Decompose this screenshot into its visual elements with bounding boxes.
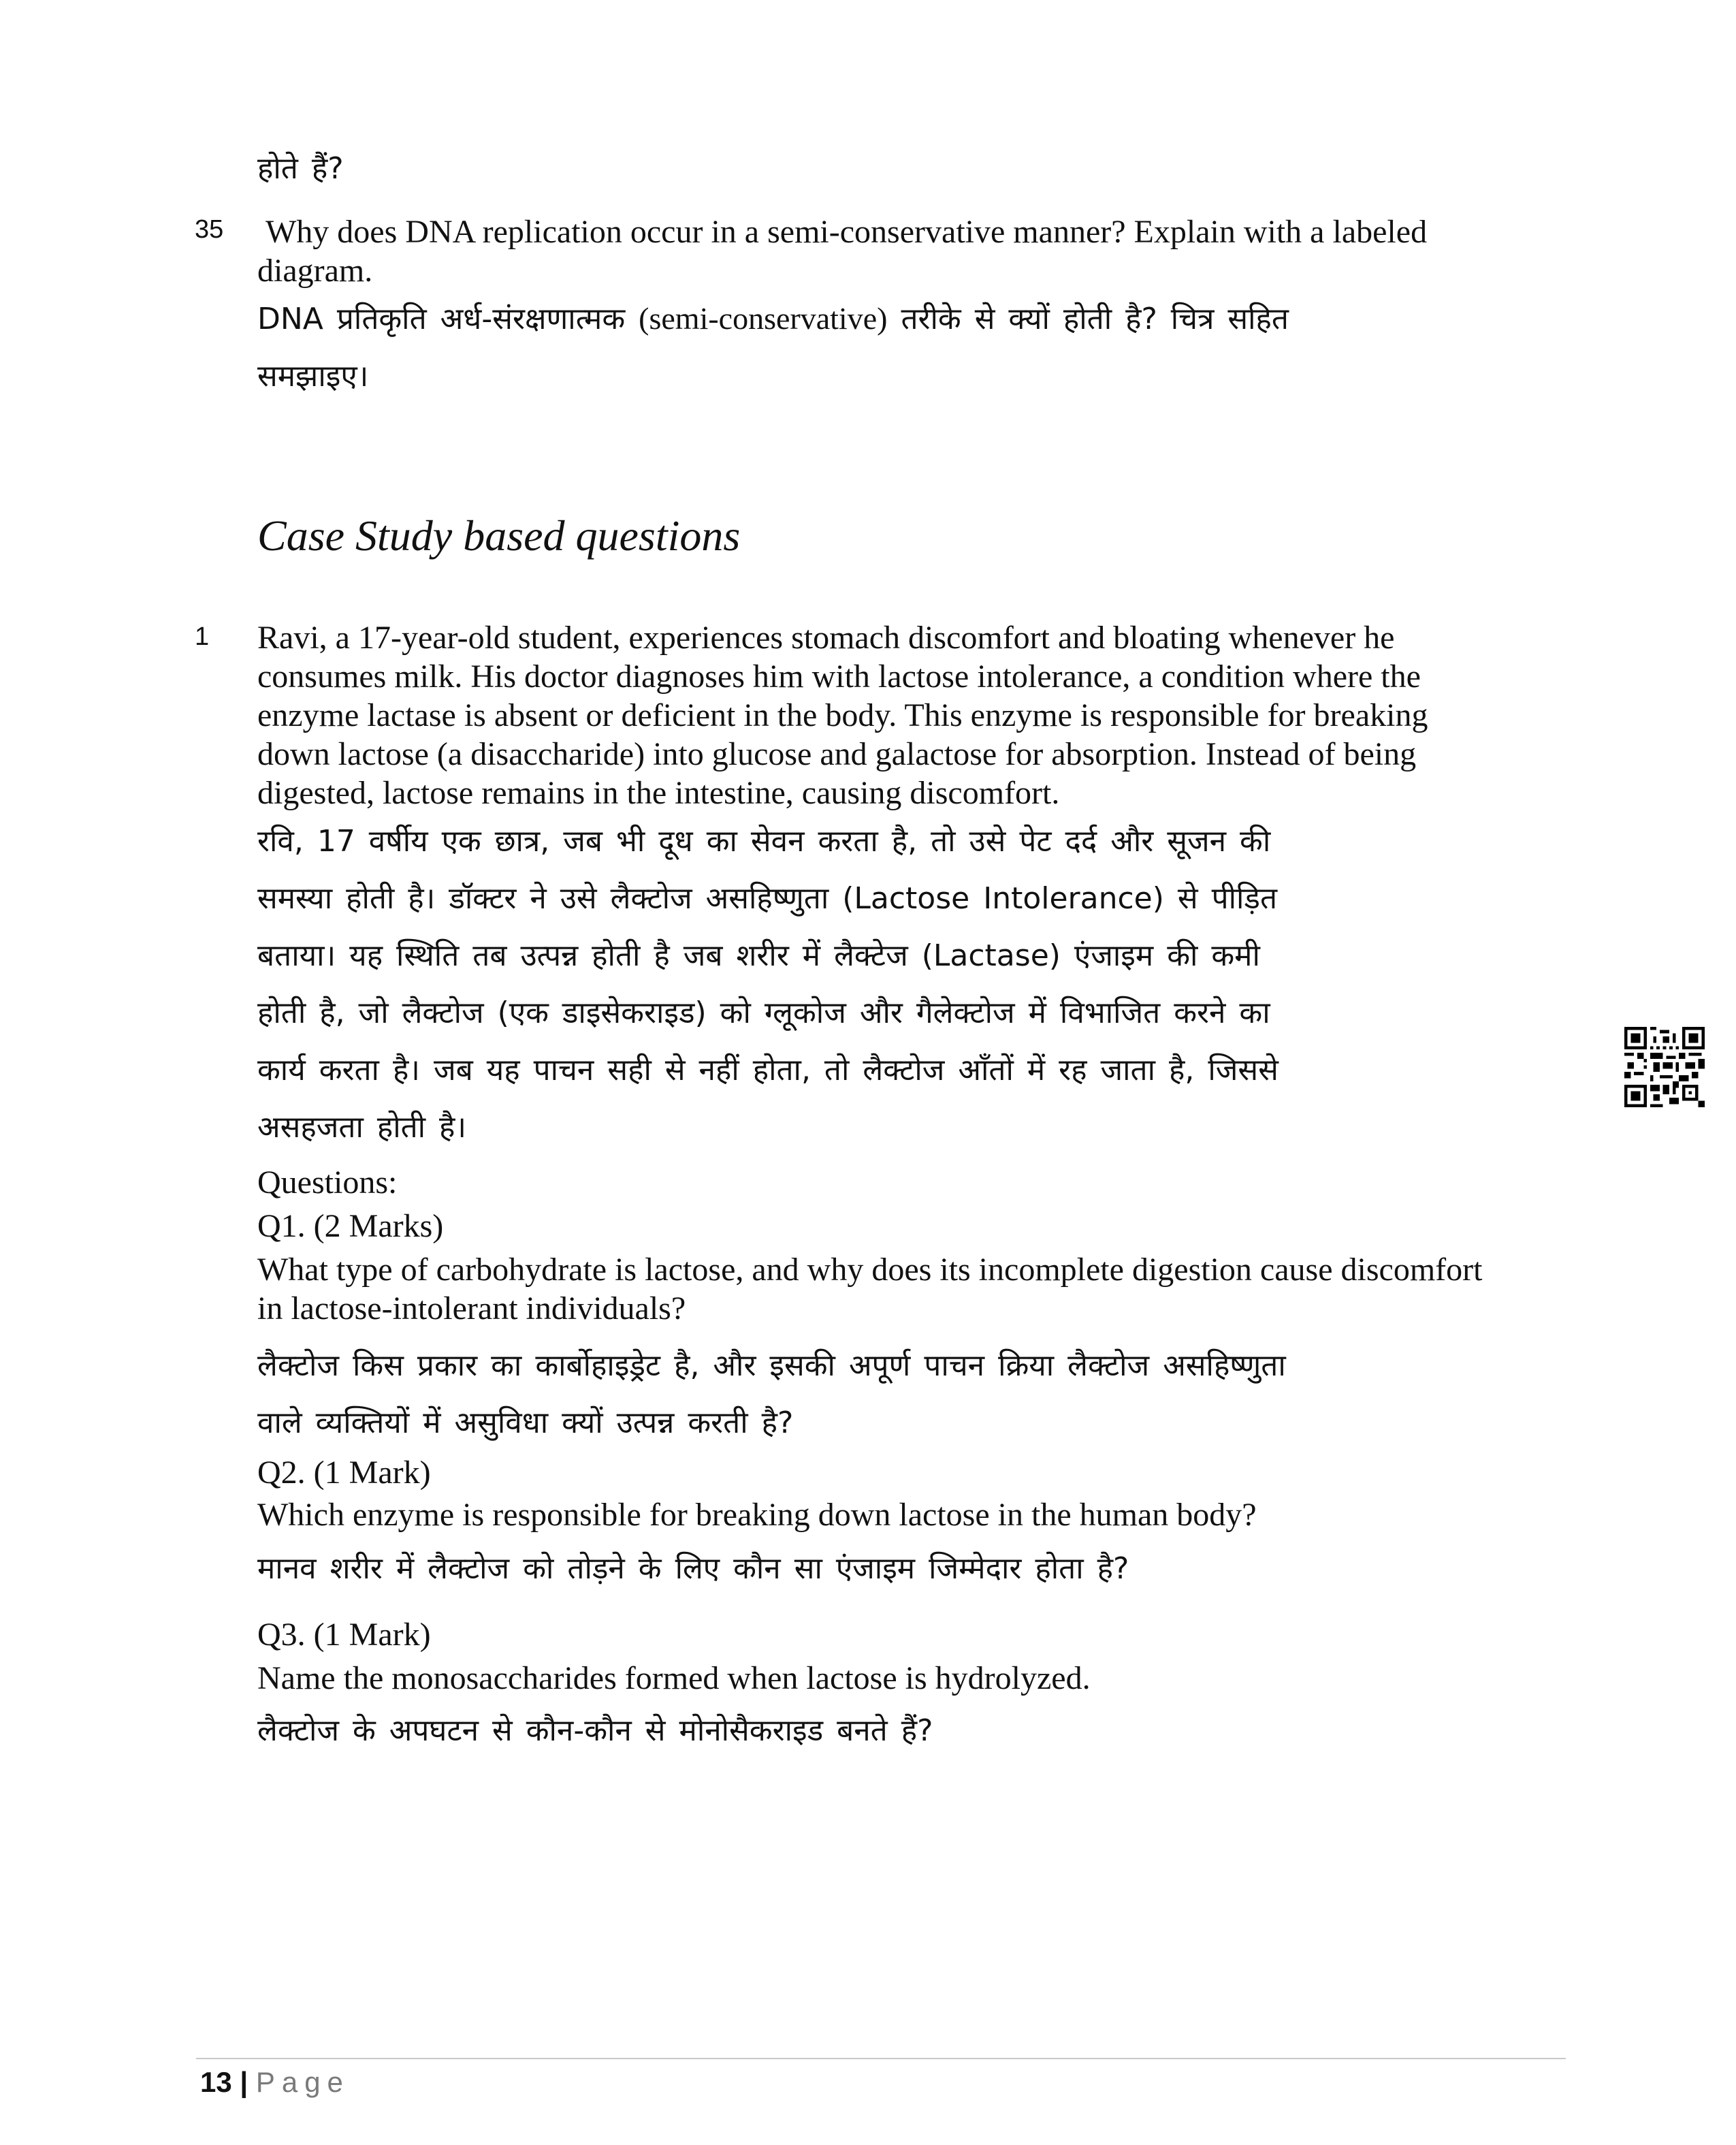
section-heading: Case Study based questions — [257, 511, 741, 560]
questions-label: Questions: — [257, 1164, 398, 1201]
q35-hi-line-1-english: (semi-conservative) — [639, 301, 888, 336]
q3-hindi-text: लैक्टोज के अपघटन से कौन-कौन से मोनोसैकराइड बनते हैं? — [257, 1713, 933, 1748]
case1-hi-line-1: रवि, 17 वर्षीय एक छात्र, जब भी दूध का सेवन करता है, तो उसे पेट दर्द और सूजन की — [257, 824, 1271, 859]
case1-en-line-1: Ravi, a 17-year-old student, experiences stomach discomfort and bloating whenever he — [257, 620, 1395, 656]
q1-hi-line-1: लैक्टोज किस प्रकार का कार्बोहाइड्रेट है, और इसकी अपूर्ण पाचन क्रिया लैक्टोज असहिष्णुता — [257, 1348, 1286, 1383]
q1-hindi-text — [257, 1337, 1286, 1452]
q35-hi-line-1-part-b: तरीके से क्यों होती है? चित्र सहित — [887, 302, 1289, 336]
page-footer — [200, 2066, 350, 2099]
case1-hi-line-5: कार्य करता है। जब यह पाचन सही से नहीं होता, तो लैक्टोज आँतों में रह जाता है, जिससे — [257, 1053, 1279, 1087]
case-study-number-1: 1 — [195, 622, 210, 651]
q35-hi-line-1 — [257, 290, 1289, 348]
prev-question-tail: होते हैं? — [257, 151, 344, 186]
q2-hindi-text: मानव शरीर में लैक्टोज को तोड़ने के लिए कौन सा एंजाइम जिम्मेदार होता है? — [257, 1551, 1129, 1586]
q3-english-text: Name the monosaccharides formed when lactose is hydrolyzed. — [257, 1660, 1091, 1696]
q35-english-text — [257, 212, 1428, 290]
q35-hindi-text — [257, 290, 1289, 405]
q35-en-line-2: diagram. — [257, 253, 373, 289]
q1-en-line-1: What type of carbohydrate is lactose, and why does its incomplete digestion cause discomfort — [257, 1252, 1483, 1288]
case1-hi-line-2: समस्या होती है। डॉक्टर ने उसे लैक्टोज असहिष्णुता (Lactose Intolerance) से पीड़ित — [257, 881, 1278, 916]
case1-hi-line-4: होती है, जो लैक्टोज (एक डाइसेकराइड) को ग्लूकोज और गैलेक्टोज में विभाजित करने का — [257, 996, 1270, 1030]
case1-en-line-3: enzyme lactase is absent or deficient in the body. This enzyme is responsible for breaking — [257, 697, 1428, 733]
case1-en-line-2: consumes milk. His doctor diagnoses him with lactose intolerance, a condition where the — [257, 658, 1421, 695]
case1-hi-line-3: बताया। यह स्थिति तब उत्पन्न होती है जब शरीर में लैक्टेज (Lactase) एंजाइम की कमी — [257, 938, 1260, 973]
footer-divider — [196, 2058, 1566, 2059]
q1-english-text — [257, 1250, 1482, 1328]
case1-hindi-passage — [257, 813, 1279, 1156]
case1-en-line-4: down lactose (a disaccharide) into glucose and galactose for absorption. Instead of being — [257, 736, 1417, 772]
case1-english-passage — [257, 618, 1428, 812]
case1-hi-line-6: असहजता होती है। — [257, 1110, 467, 1145]
q3-marks: Q3. (1 Mark) — [257, 1617, 431, 1653]
q1-marks: Q1. (2 Marks) — [257, 1208, 444, 1244]
q35-en-line-1: Why does DNA replication occur in a semi-conservative manner? Explain with a labeled — [266, 214, 1428, 250]
q2-english-text: Which enzyme is responsible for breaking down lactose in the human body? — [257, 1497, 1257, 1533]
q2-marks: Q2. (1 Mark) — [257, 1455, 431, 1491]
q1-hi-line-2: वाले व्यक्तियों में असुविधा क्यों उत्पन्न करती है? — [257, 1405, 794, 1440]
q35-hi-line-2: समझाइए। — [257, 359, 369, 394]
question-number-35: 35 — [195, 215, 224, 244]
qr-code-icon — [1624, 1027, 1705, 1107]
footer-separator: | — [240, 2066, 248, 2098]
q35-hi-line-1-part-a: DNA प्रतिकृति अर्ध-संरक्षणात्मक — [257, 302, 639, 336]
page-label: Page — [255, 2066, 350, 2098]
case1-en-line-5: digested, lactose remains in the intestine, causing discomfort. — [257, 775, 1060, 811]
q1-en-line-2: in lactose-intolerant individuals? — [257, 1290, 686, 1326]
page-number: 13 — [200, 2066, 232, 2098]
